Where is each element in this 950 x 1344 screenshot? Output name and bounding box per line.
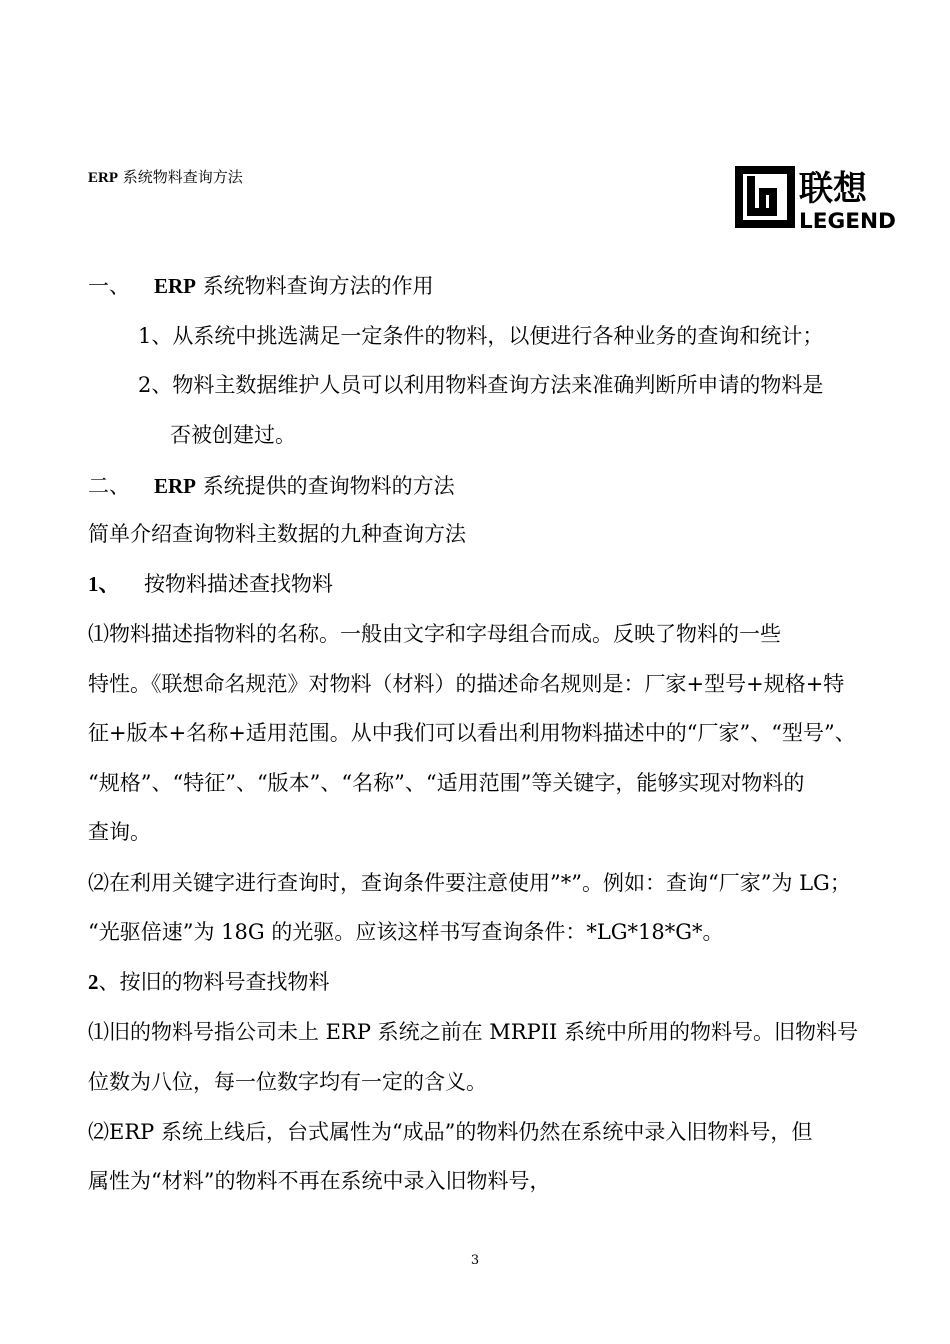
section-2-number: 二、 [88, 474, 130, 498]
section-1-item-1: 1、从系统中挑选满足一定条件的物料，以便进行各种业务的查询和统计； [138, 324, 824, 348]
doc-code: ERP [88, 170, 118, 186]
method-2-heading [88, 972, 330, 993]
method-1-p1-line-2: 特性。《联想命名规范》对物料（材料）的描述命名规则是：厂家+型号+规格+特 [88, 672, 845, 696]
method-1-p1-line-4: “规格”、“特征”、“版本”、“名称”、“适用范围”等关键字，能够实现对物料的 [88, 771, 805, 795]
section-2-code: ERP [154, 474, 196, 498]
section-1-item-2-line-2: 否被创建过。 [170, 423, 296, 447]
method-2-p2-line-1: ⑵ERP 系统上线后，台式属性为“成品”的物料仍然在系统中录入旧物料号，但 [88, 1120, 813, 1144]
method-2-number: 2 [88, 970, 99, 994]
section-1-number: 一、 [88, 274, 130, 298]
logo-en-text: LEGEND [799, 209, 896, 230]
section-1-code: ERP [154, 274, 196, 298]
method-2-p1-line-1: ⑴旧的物料号指公司未上 ERP 系统之前在 MRPII 系统中所用的物料号。旧物料号 [88, 1020, 859, 1044]
method-1-p2-line-1: ⑵在利用关键字进行查询时，查询条件要注意使用”*”。例如：查询“厂家”为 LG； [88, 871, 851, 895]
document-header [88, 170, 243, 186]
method-2-p2-line-2: 属性为“材料”的物料不再在系统中录入旧物料号， [88, 1169, 551, 1193]
logo-cn-text: 联想 [799, 169, 867, 209]
section-1-title-text: 系统物料查询方法的作用 [202, 274, 434, 298]
legend-logo-icon [733, 164, 898, 230]
section-2-title [154, 476, 455, 497]
section-2-title-text: 系统提供的查询物料的方法 [202, 474, 455, 498]
doc-title: 系统物料查询方法 [122, 168, 243, 186]
page-number: 3 [470, 1253, 480, 1268]
method-1-p1-line-1: ⑴物料描述指物料的名称。一般由文字和字母组合而成。反映了物料的一些 [88, 622, 781, 646]
section-1-heading [88, 276, 130, 297]
method-1-title: 按物料描述查找物料 [144, 572, 333, 596]
method-2-title: 、按旧的物料号查找物料 [98, 970, 330, 994]
method-1-p1-line-5: 查询。 [88, 820, 151, 844]
method-1-p1-line-3: 征+版本+名称+适用范围。从中我们可以看出利用物料描述中的“厂家”、“型号”、 [88, 721, 856, 745]
section-2-intro: 简单介绍查询物料主数据的九种查询方法 [88, 522, 466, 546]
section-1-title [154, 276, 434, 297]
section-1-item-2-line-1: 2、物料主数据维护人员可以利用物料查询方法来准确判断所申请的物料是 [138, 373, 824, 397]
method-1-num-text: 1、 [88, 572, 120, 596]
method-1-p2-line-2: “光驱倍速”为 18G 的光驱。应该这样书写查询条件：*LG*18*G*。 [88, 920, 724, 944]
method-2-p1-line-2: 位数为八位，每一位数字均有一定的含义。 [88, 1070, 487, 1094]
method-1-number [88, 574, 120, 595]
